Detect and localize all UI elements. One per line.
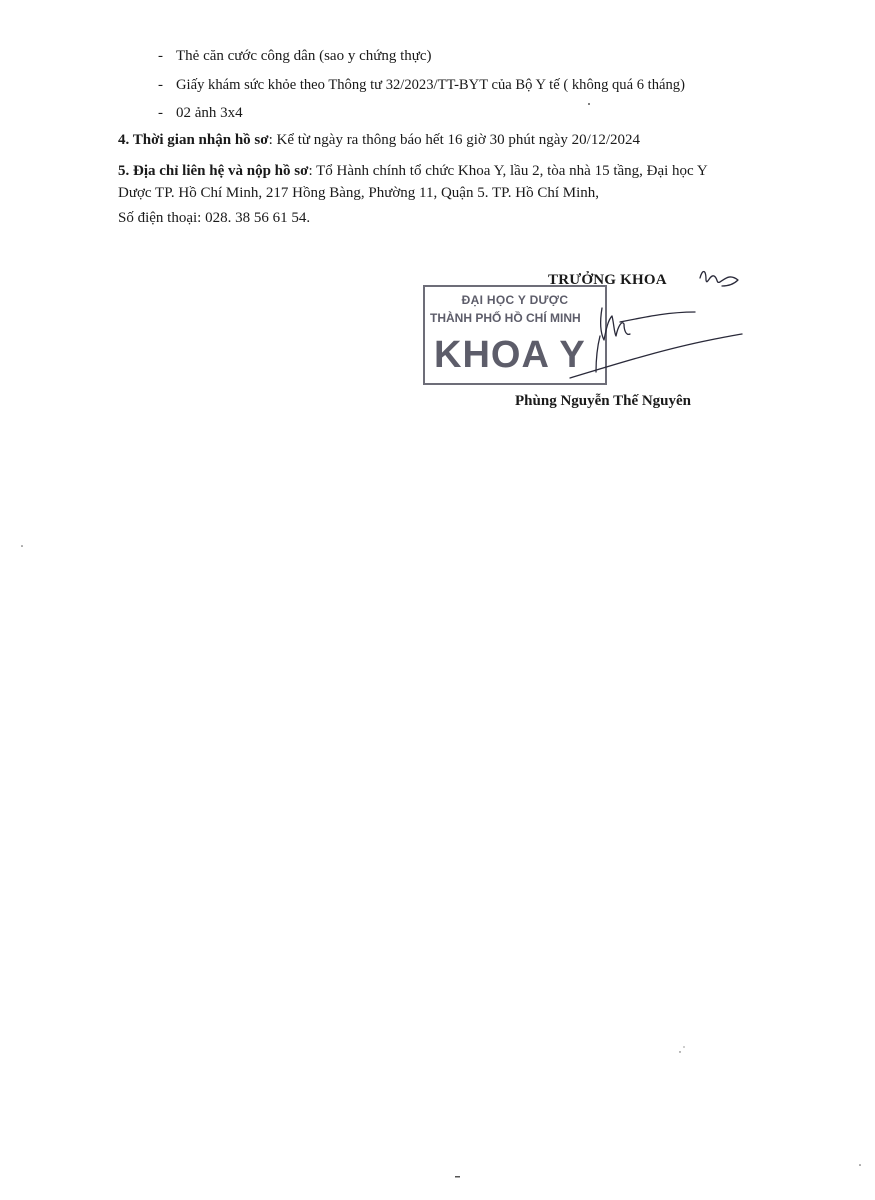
section-5-text-line1: : Tổ Hành chính tổ chức Khoa Y, lầu 2, tòa nhà 15 tầng, Đại học Y [308,163,708,179]
section-5-label: 5. Địa chỉ liên hệ và nộp hồ sơ [118,163,309,179]
list-bullet: - [158,77,163,93]
list-item-text: Giấy khám sức khỏe theo Thông tư 32/2023/TT-BYT của Bộ Y tế ( không quá 6 tháng) [176,77,685,93]
phone-number: Số điện thoại: 028. 38 56 61 54. [118,210,311,226]
stamp-line-2: THÀNH PHỐ HỒ CHÍ MINH [430,311,581,325]
signer-name: Phùng Nguyễn Thế Nguyên [515,393,692,409]
section-4-label: 4. Thời gian nhận hồ sơ [118,132,269,148]
section-4-text: : Kể từ ngày ra thông báo hết 16 giờ 30 phút ngày 20/12/2024 [268,132,641,148]
list-bullet: - [158,48,163,64]
list-bullet: - [158,105,163,121]
handwritten-signature [560,260,760,390]
section-5 [118,161,708,181]
list-item-text: Thẻ căn cước công dân (sao y chứng thực) [176,48,432,64]
section-4 [118,130,640,150]
signer-title: TRƯỞNG KHOA [548,272,667,288]
stamp-line-1: ĐẠI HỌC Y DƯỢC [461,293,569,307]
stamp-line-3: KHOA Y [434,334,586,376]
section-5-text-line2: Dược TP. Hồ Chí Minh, 217 Hồng Bàng, Phường 11, Quận 5. TP. Hồ Chí Minh, [118,185,600,201]
list-item-text: 02 ảnh 3x4 [176,105,243,121]
